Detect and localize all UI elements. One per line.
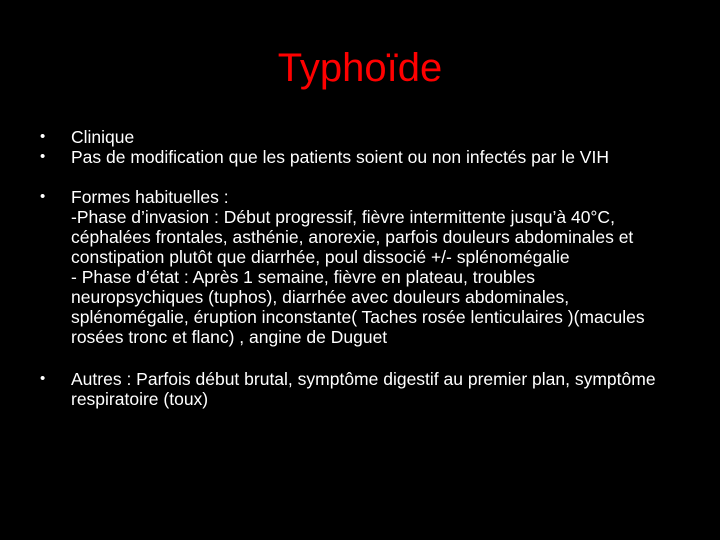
bullet-dot-icon: • (40, 148, 46, 165)
bullet-item-vih (30, 147, 670, 167)
bullet-dot-icon: • (40, 370, 46, 387)
bullet-list (30, 127, 670, 409)
slide-title: Typhoïde (277, 46, 443, 90)
bullet-dot-icon: • (40, 188, 46, 205)
bullet-text: Clinique (71, 127, 135, 147)
bullet-item-autres (30, 369, 670, 409)
bullet-item-formes (30, 187, 670, 347)
phase-invasion-text: -Phase d’invasion : Début progressif, fièvre intermittente jusqu’à 40°C, céphalées frontales, asthénie, anorexie, parfois douleurs abdominales et constipation plutôt que diarrhée, poul dissocié +/- splénomégalie (71, 207, 634, 267)
bullet-item-clinique (30, 127, 670, 147)
phase-etat-text: - Phase d’état : Après 1 semaine, fièvre en plateau, troubles neuropsychiques (tuphos), diarrhée avec douleurs abdominales, splénomégalie, éruption inconstante( Taches rosée lenticulaires )(macules rosées tronc et flanc) , angine de Duguet (71, 267, 645, 347)
bullet-dot-icon: • (40, 128, 46, 145)
bullet-text: Formes habituelles : (71, 187, 229, 207)
bullet-text: Pas de modification que les patients soient ou non infectés par le VIH (71, 147, 609, 167)
bullet-text: Autres : Parfois début brutal, symptôme digestif au premier plan, symptôme respiratoire (toux) (71, 369, 656, 409)
